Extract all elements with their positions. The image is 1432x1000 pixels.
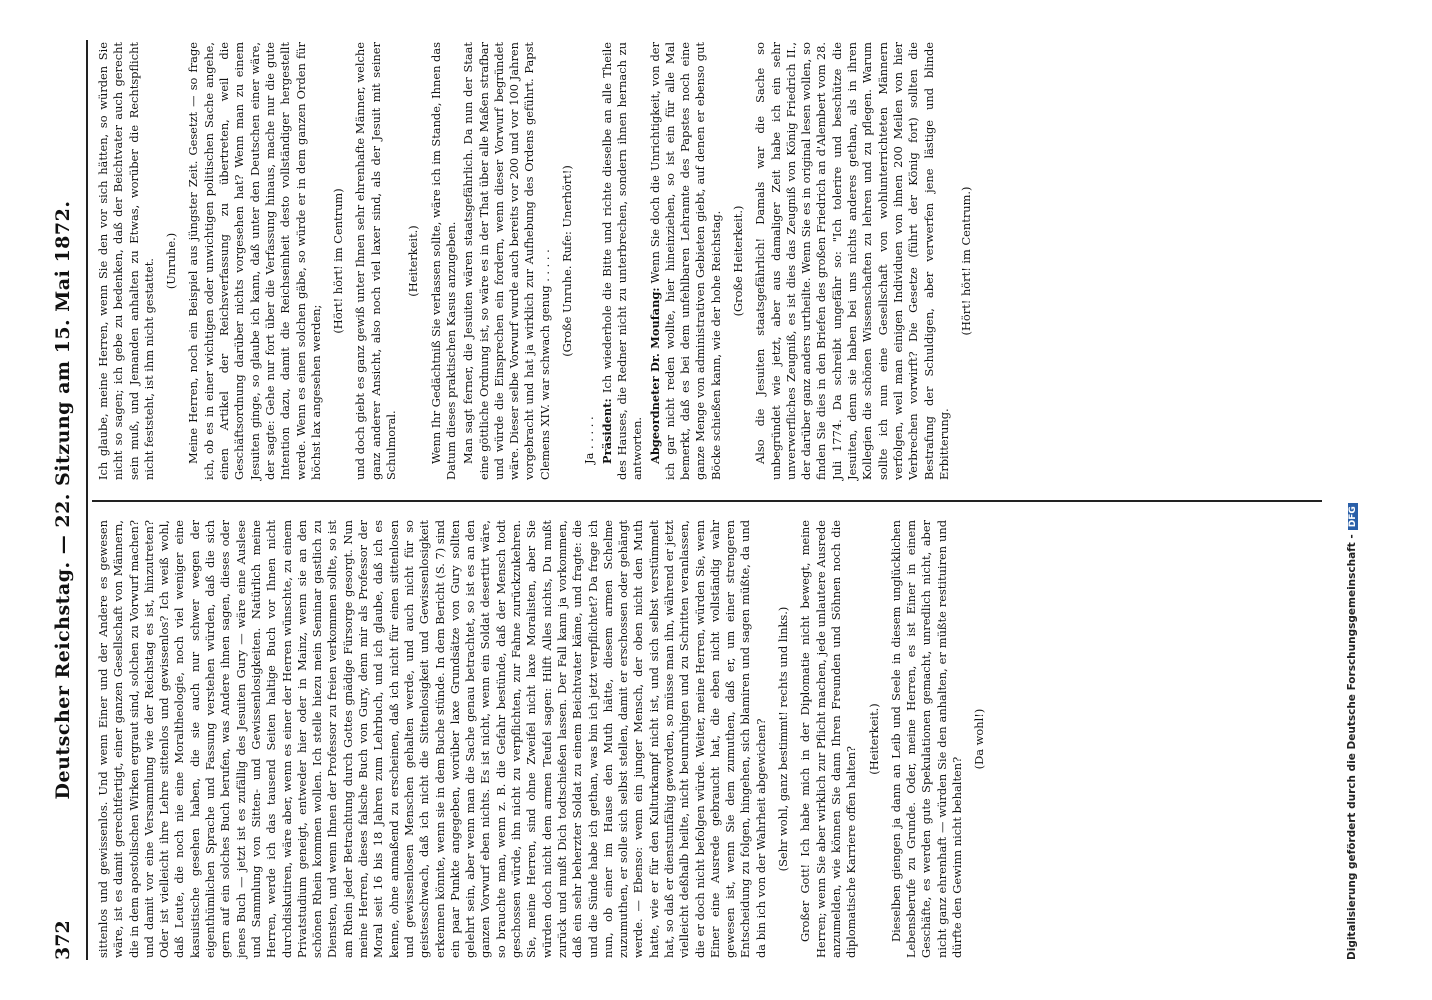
page-number: 372	[52, 920, 74, 960]
paragraph: Also die Jesuiten staatsgefährlich! Damals war die Sache so unbegründet wie jetzt, aber aus damaliger Zeit habe ich ein sehr unverwerfliches Zeugniß, es ist dies das Zeugniß von König Friedrich II., der darüber ganz anders urtheilte. Wenn Sie es in original lesen wollen, so finden Sie dies in den Briefen des großen Friedrich an d'Alembert vom 28. Juli 1774. Da schreibt ungefähr so: "Ich tolerire und beschütze die Jesuiten, denn sie haben bei uns nichts anderes gethan, als in ihren Kollegien die schönen Wissenschaften zu lehren und zu pflegen. Warum sollte ich nun eine Gesellschaft von wohlunterrichteten Männern verfolgen, weil man einigen Individuen von ihnen 200 Meilen von hier Verbrechen vorwirft? Die Gesetze (führt der König fort) sollten die Bestrafung der Schuldigen, aber verwerfen jene lästige und blinde Erbitterung.	[753, 42, 951, 480]
right-column	[96, 42, 981, 480]
speaker-label: Präsident:	[599, 398, 614, 464]
paragraph	[648, 42, 724, 480]
speaker-label: Abgeordneter Dr. Moufang:	[647, 287, 662, 464]
interjection: (Da wohl!)	[972, 708, 987, 770]
interjection: (Heiterkeit.)	[406, 225, 421, 297]
speech-text: Wenn Sie doch die Unrichtigkeit, von der ich gar nicht reden wollte, hier hineinziehen, so ist ein für alle Mal bemerkt, daß es bei dem unfehlbaren Lehramte des Papstes noch eine ganze Menge von administrativen Gebieten giebt, auf denen er ebenso gut Böcke schießen kann, wie der hohe Reichstag.	[647, 42, 723, 480]
speech-text: Ich wiederhole die Bitte und richte dieselbe an alle Theile des Hauses, die Redner nicht zu unterbrechen, sondern ihnen hernach zu antworten.	[599, 42, 645, 480]
page-title: Deutscher Reichstag. — 22. Sitzung am 15. Mai 1872.	[52, 200, 74, 800]
paragraph: Man sagt ferner, die Jesuiten wären staatsgefährlich. Da nun der Staat eine göttliche Ordnung ist, so wäre es in der That über alle Maßen strafbar und würde die Einsprechen ein fordern, wenn dieser Vorwurf begründet wäre. Dieser selbe Vorwurf wurde auch bereits vor 200 und vor 100 Jahren vorgebracht und hat ja wirklich zur Aufhebung des Ordens geführt. Papst Clemens XIV. war schwach genug . . . . .	[461, 42, 552, 480]
interjection: (Sehr wohl, ganz bestimmt! rechts und links.)	[776, 606, 791, 872]
left-column	[96, 520, 995, 958]
paragraph: sittenlos und gewissenlos. Und wenn Einer und der Andere es gewesen wäre, ist es damit gerechtfertigt, einer ganzen Gesellschaft von Männern, die in dem apostolischen Wirken ergraut sind, solchen zu Vorwurf machen? und damit vor eine Versammlung wie der Reichstag es ist, hinzutreten? Oder ist vielleicht ihre Lehre sittenlos und gewissenlos? Ich weiß wohl, daß Leute, die noch nie eine Moraltheologie, noch viel weniger eine kasuistische gesehen haben, die sie auch nur schwer wegen der eigenthümlichen Sprache und Fassung verstehen würden, daß die sich gern auf ein solches Buch berufen, was Andere ihnen sagen, dieses oder jenes Buch — jetzt ist es zufällig des Jesuiten Gury — wäre eine Auslese und Sammlung von Sitten- und Gewissenlosigkeiten. Natürlich meine Herren, werde ich das tausend Seiten haltige Buch vor Ihnen nicht durchdiskutiren, wäre aber, wenn es einer der Herren wünschte, zu einem Privatstudium geneigt, entweder hier oder in Mainz, wenn sie an den schönen Rhein kommen wollen. Ich stelle hiezu mein Seminar gastlich zu Diensten, und wenn Ihnen der Professor zu freien verkommen sollte, so ist am Rhein jeder Betrachtung durch Gottes gnädige Fürsorge gesorgt. Nun meine Herren, dieses falsche Buch von Gury, denn mir als Professor der Moral seit 16 bis 18 Jahren zum Lehrbuch, und ich glaube, daß ich es kenne, ohne anmaßend zu erscheinen, daß ich nicht für einen sittenlosen und gewissenlosen Menschen gehalten werde, und auch nicht für so geistesschwach, daß ich nicht die Sittenlosigkeit und Gewissenlosigkeit erkennen könnte, wenn sie in dem Buche stünde. In dem Bericht (S. 7) sind ein paar Punkte angegeben, worüber laxe Grundsätze von Gury sollten gelehrt sein, aber wenn man die Sache genau betrachtet, so ist es an den ganzen Vorwurf eben nichts. Es ist nicht, wenn ein Soldat desertirt wäre, so brauchte man, wenn z. B. die Gefahr bestünde, daß der Mensch todt geschossen würde, ihn nicht zu verpflichten, zur Fahne zurückzukehren. Sie, meine Herren, sind ohne Zweifel nicht laxe Moralisten, aber Sie würden doch nicht dem armen Teufel sagen: Hilft Alles nichts, Du mußt zurück und mußt Dich todtschießen lassen. Der Fall kann ja vorkommen, daß ein sehr beherzter Soldat zu einem Beichtvater käme, und fragte: die und die Sünde habe ich gethan, was bin ich jetzt verpflichtet? Da frage ich nun, ob einer im Hause den Muth hätte, diesem armen Schelme zuzumuthen, er solle sich selbst stellen, damit er erschossen oder gehängt werde. — Ebenso: wenn ein junger Mensch, der oben nicht den Muth hatte, wie er für den Kulturkampf nicht ist, und sich selbst verstümmelt hat, so daß er dienstunfähig geworden, so müsse man ihn, während er jetzt vielleicht deßhalb heilte, nicht beunruhigen und zu Schritten veranlassen, die er doch nicht befolgen würde. Weiter, meine Herren, würden Sie, wenn Einer eine Ausrede gebraucht hat, die eben nicht vollständig wahr gewesen ist, wenn Sie dem zumuthen, daß er, um einer strengeren Entscheidung zu folgen, hingehen, sich blamiren und sagen müßte, da und da bin ich von der Wahrheit abgewichen?	[96, 520, 768, 958]
interjection: (Hört! hört! im Centrum)	[331, 188, 346, 334]
interjection: (Unruhe.)	[164, 232, 179, 290]
paragraph	[600, 42, 646, 480]
paragraph: Ich glaube, meine Herren, wenn Sie den vor sich hätten, so würden Sie nicht so sagen; ich gebe zu bedenken, daß der Beichtvater auch gerecht sein muß, und Jemanden anhalten zu Etwas, worüber die Rechtspflicht nicht feststeht, ist ihm nicht gestattet.	[96, 42, 156, 480]
column-divider	[92, 500, 1322, 502]
paragraph: Ja . . . . .	[582, 416, 597, 464]
credit-text: Digitalisierung gefördert durch die Deutsche Forschungsgemeinschaft -	[1346, 534, 1358, 960]
interjection: (Große Heiterkeit.)	[730, 205, 745, 317]
paragraph: Dieselben giengen ja dann an Leib und Seele in diesem unglücklichen Lebensberufe zu Grunde. Oder, meine Herren, es ist Einer in einem Geschäfte, es werden gute Spekulationen gemacht, unredlich nicht, aber nicht ganz ehrenhaft — würden Sie den anhalten, er müßte restituiren und dürfte den Gewinn nicht behalten?	[888, 520, 965, 958]
paragraph: Wenn Ihr Gedächtniß Sie verlassen sollte, wäre ich im Stande, Ihnen das Datum dieses praktischen Kasus anzugeben.	[428, 42, 458, 480]
paragraph: Meine Herren, noch ein Beispiel aus jüngster Zeit. Gesetzt — so frage ich, ob es in einer wichtigen oder unwichtigen politischen Sache angehe, einen Artikel der Reichsverfassung zu übertreten, weil die Geschäftsordnung darüber nichts vorgesehen hat? Wenn man zu einem Jesuiten ginge, so glaube ich kann, daß unter den Deutschen einer wäre, der sagte: Gehe nur fort über die Verfassung hinaus, mache nur die gute Intention dazu, damit die Reichseinheit desto vollständiger hergestellt werde. Wenn es einen solchen gäbe, so würde er in dem ganzen Orden für höchst lax angesehen werden;	[186, 42, 323, 480]
page-header	[52, 40, 82, 960]
interjection: (Heiterkeit.)	[866, 703, 881, 775]
interjection: (Große Unruhe. Rufe: Unerhört!)	[560, 165, 575, 357]
paragraph: Großer Gott! Ich habe mich in der Diplomatie nicht bewegt, meine Herren; wenn Sie aber wirklich zur Pflicht machen, jede unlautere Ausrede anzumelden, wie können Sie dann Ihren Freunden und Söhnen noch die diplomatische Karriere offen halten?	[798, 520, 859, 958]
header-rule	[86, 40, 88, 960]
interjection: (Hört! hört! im Centrum.)	[959, 186, 974, 336]
digitization-credit	[1346, 40, 1358, 960]
dfg-logo: DFG	[1348, 503, 1358, 530]
paragraph: und doch giebt es ganz gewiß unter Ihnen sehr ehrenhafte Männer, welche ganz anderer Ansicht, also noch viel laxer sind, als der Jesuit mit seiner Schulmoral.	[353, 42, 399, 480]
